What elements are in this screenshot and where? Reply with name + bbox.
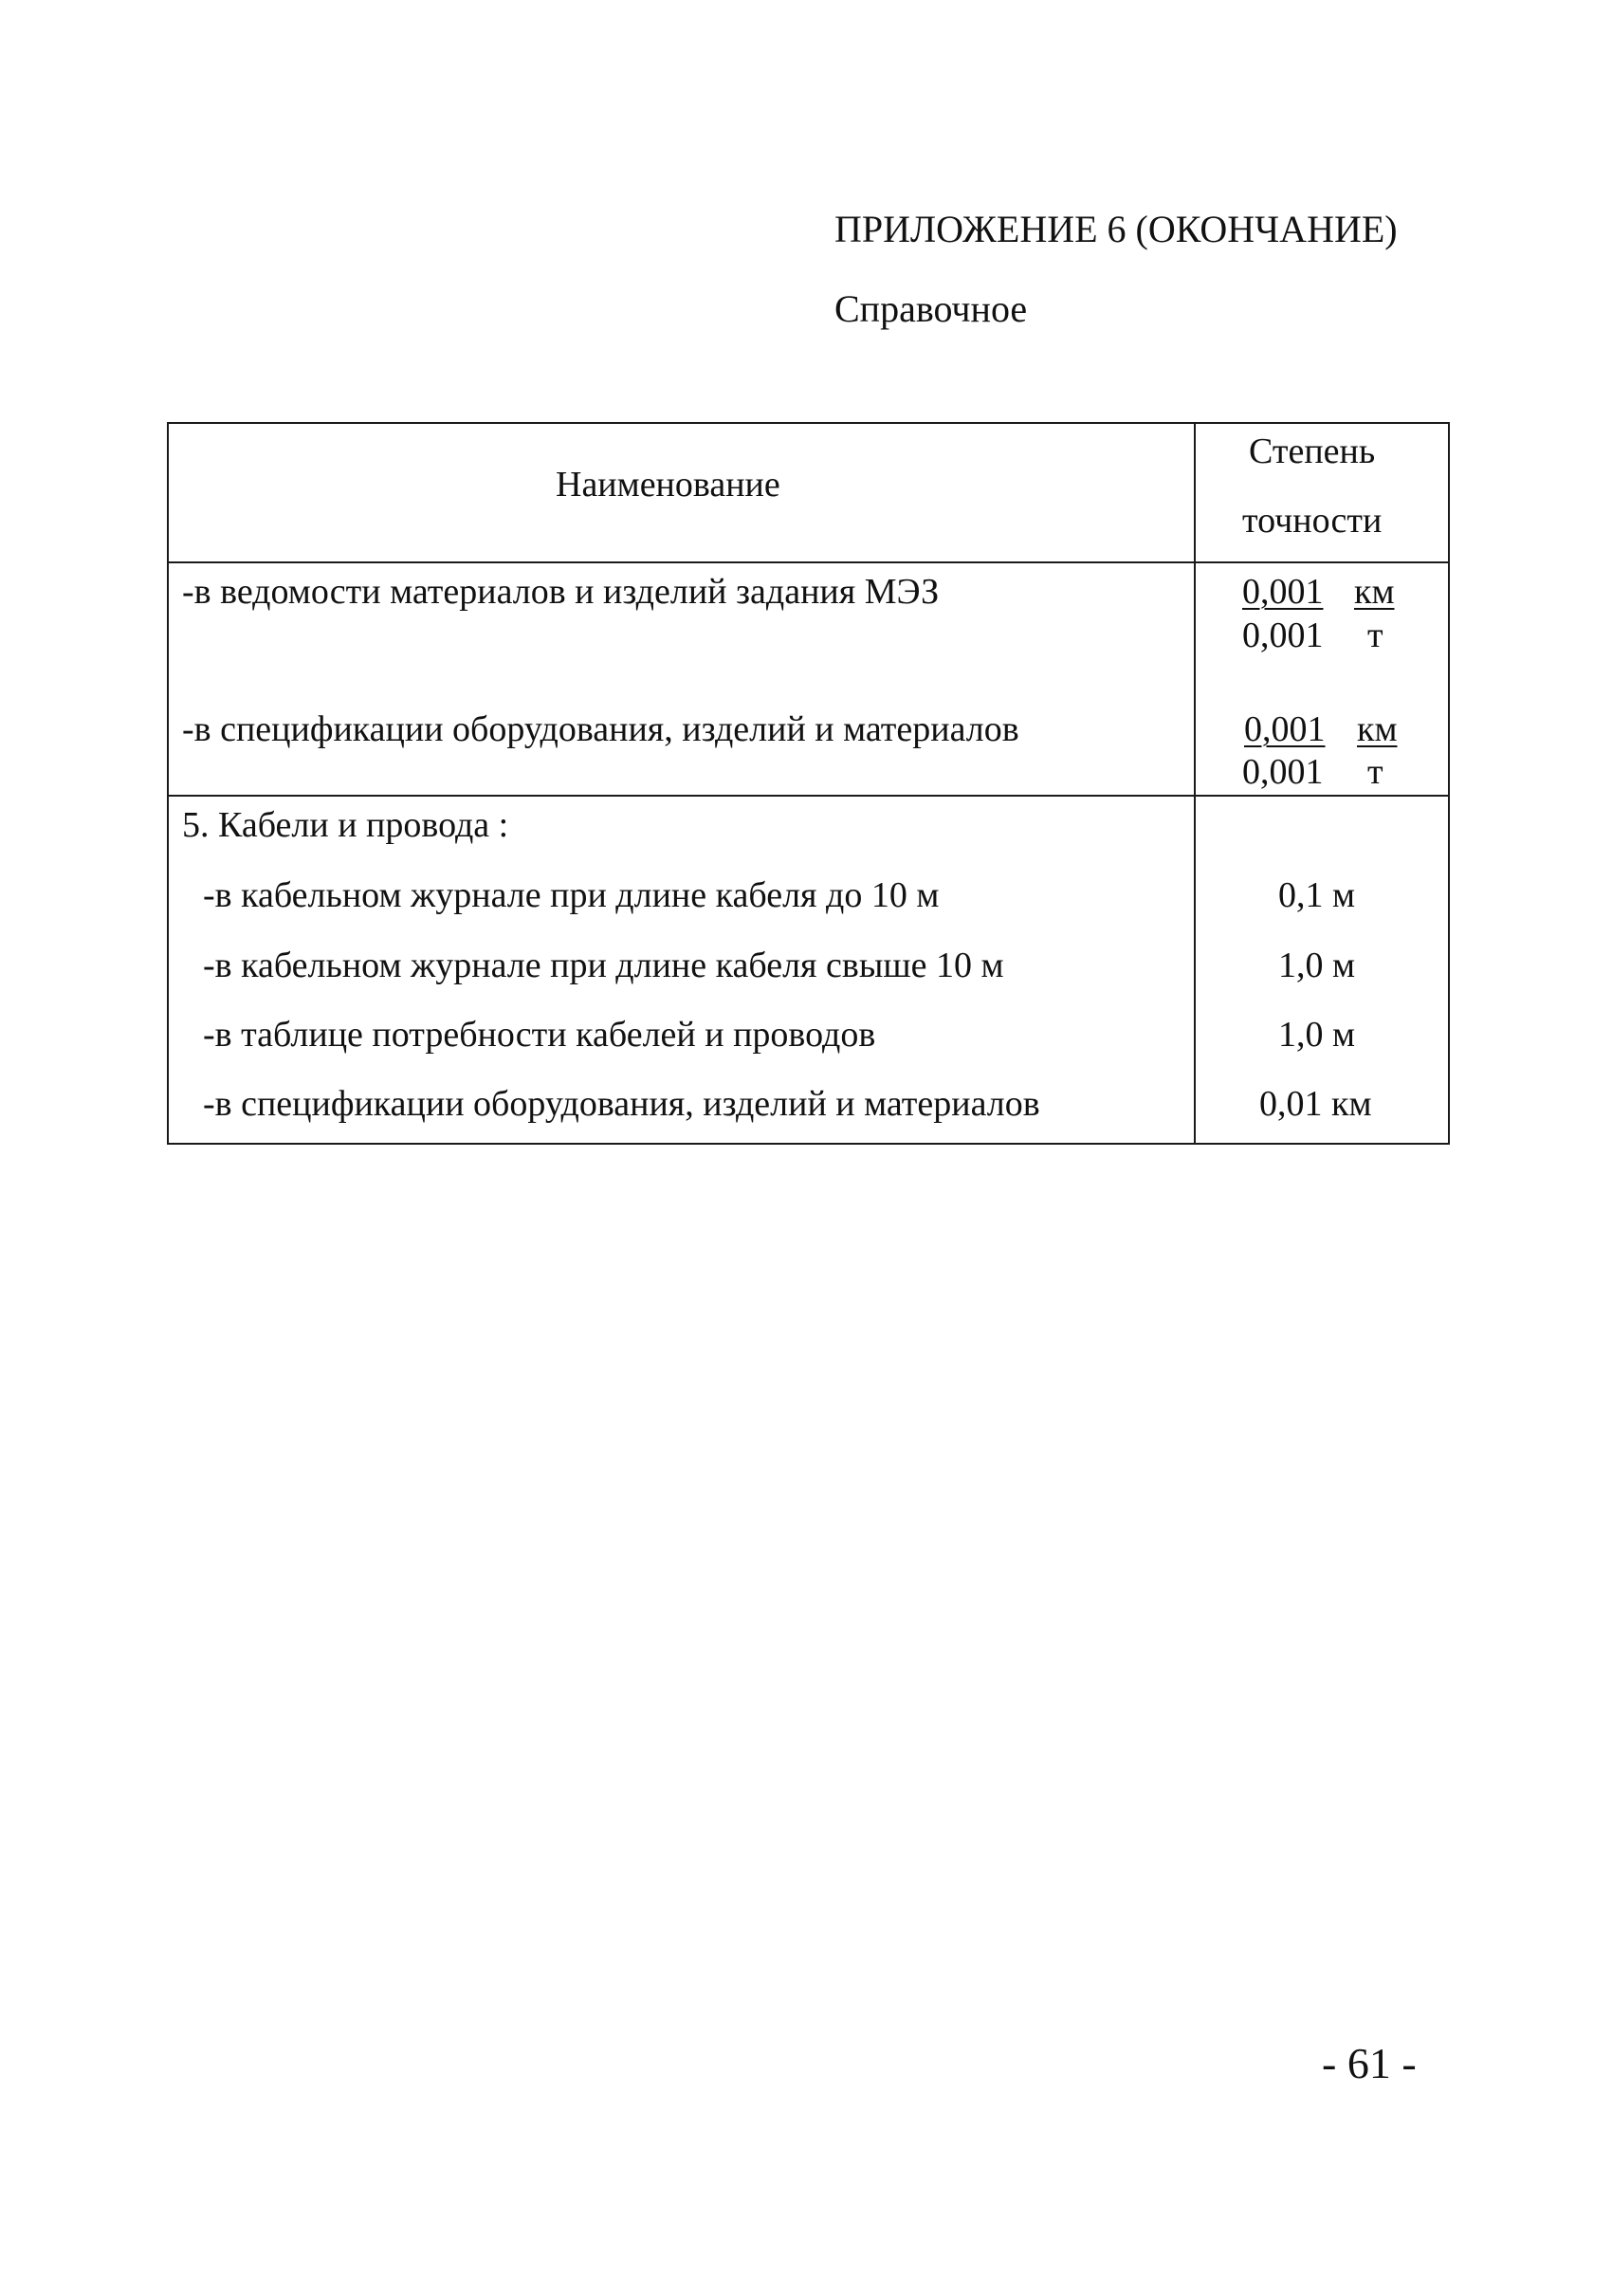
row-name: -в ведомости материалов и изделий задания МЭЗ	[182, 572, 940, 612]
row-value-t: 0,001	[1242, 615, 1324, 655]
cable-row-value: 1,0 м	[1278, 1015, 1356, 1055]
header-precision-line2: точности	[1242, 501, 1383, 541]
cable-row-name: -в кабельном журнале при длине кабеля до 10 м	[203, 875, 940, 915]
header-name: Наименование	[556, 465, 780, 505]
row-value-km: 0,001	[1244, 709, 1326, 749]
page-number: - 61 -	[1322, 2039, 1417, 2087]
row-unit-km: км	[1357, 709, 1398, 749]
appendix-title: ПРИЛОЖЕНИЕ 6 (ОКОНЧАНИЕ)	[834, 208, 1398, 250]
cable-row-name: -в таблице потребности кабелей и проводов	[203, 1015, 876, 1055]
row-unit-t: т	[1367, 752, 1383, 792]
row-value-km: 0,001	[1242, 572, 1324, 612]
row-value-t: 0,001	[1242, 752, 1324, 792]
column-divider	[1194, 424, 1196, 1143]
row-unit-t: т	[1367, 615, 1383, 655]
cable-row-name: -в кабельном журнале при длине кабеля свыше 10 м	[203, 946, 1004, 985]
row-unit-km: км	[1354, 572, 1395, 612]
cable-row-name: -в спецификации оборудования, изделий и материалов	[203, 1084, 1040, 1124]
header-divider	[169, 561, 1448, 563]
row-name: -в спецификации оборудования, изделий и материалов	[182, 709, 1019, 749]
header-precision-line1: Степень	[1249, 432, 1376, 471]
precision-table	[167, 422, 1450, 1145]
section-title: 5. Кабели и провода :	[182, 805, 509, 845]
cable-row-value: 0,1 м	[1278, 875, 1356, 915]
cable-row-value: 0,01 км	[1259, 1084, 1372, 1124]
cable-row-value: 1,0 м	[1278, 946, 1356, 985]
appendix-subtitle: Справочное	[834, 287, 1028, 330]
section-divider	[169, 795, 1448, 797]
